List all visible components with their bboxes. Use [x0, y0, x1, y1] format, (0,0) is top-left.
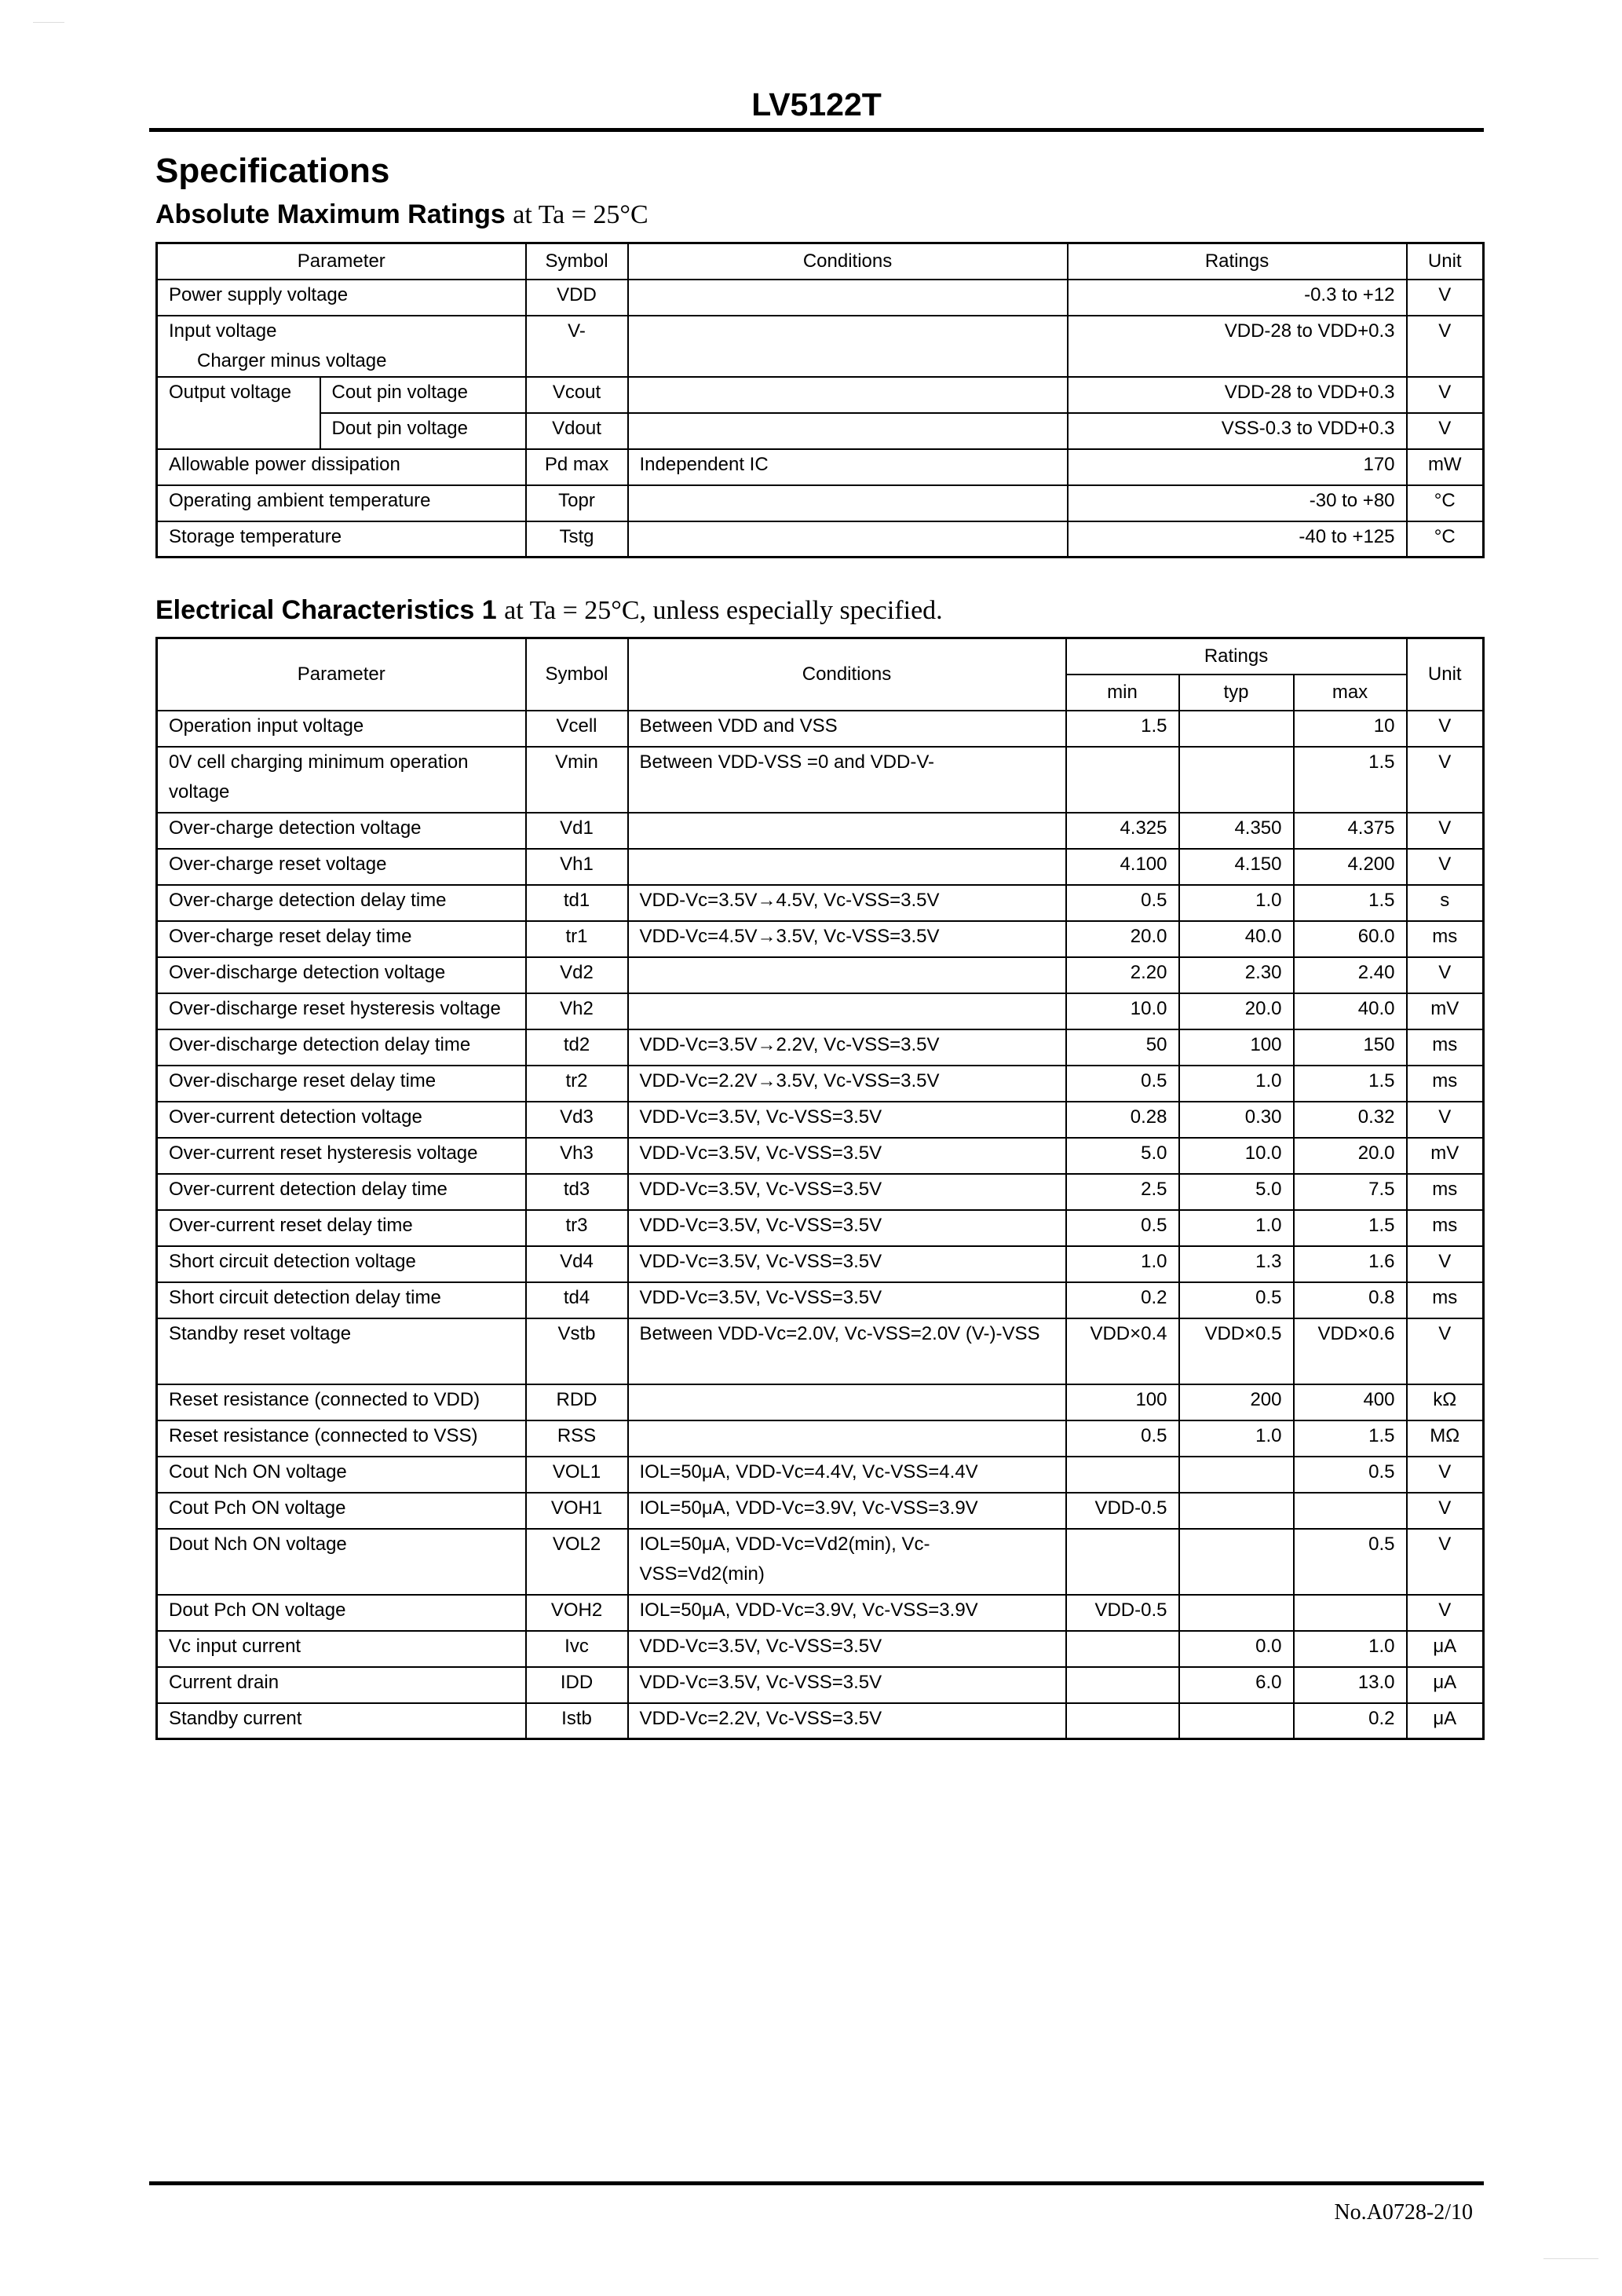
max-cell: 1.6	[1294, 1246, 1407, 1282]
conditions-cell: Between VDD-VSS =0 and VDD-V-	[628, 747, 1066, 813]
parameter-cell: Over-discharge detection voltage	[157, 957, 526, 993]
min-cell: 0.2	[1066, 1282, 1179, 1318]
max-cell: 0.5	[1294, 1529, 1407, 1595]
rating-cell: 170	[1068, 449, 1407, 485]
parameter-cell: Current drain	[157, 1667, 526, 1703]
min-cell	[1066, 747, 1179, 813]
unit-cell: s	[1407, 885, 1484, 921]
unit-cell: °C	[1407, 521, 1484, 558]
unit-cell: μA	[1407, 1667, 1484, 1703]
typ-cell	[1179, 1529, 1294, 1595]
typ-cell: 100	[1179, 1029, 1294, 1066]
symbol-cell: tr2	[526, 1066, 628, 1102]
min-cell: 1.5	[1066, 711, 1179, 747]
table-row	[157, 1667, 1484, 1703]
parameter-cell: Over-discharge detection delay time	[157, 1029, 526, 1066]
min-cell: 4.100	[1066, 849, 1179, 885]
conditions-cell	[628, 849, 1066, 885]
conditions-cell: Between VDD and VSS	[628, 711, 1066, 747]
conditions-cell: IOL=50μA, VDD-Vc=Vd2(min), Vc-VSS=Vd2(min)	[628, 1529, 1066, 1595]
table-row	[157, 1282, 1484, 1318]
param-cell	[157, 316, 526, 377]
table-row	[157, 849, 1484, 885]
parameter-cell: Standby current	[157, 1703, 526, 1739]
table-row	[157, 1529, 1484, 1595]
min-cell: VDD-0.5	[1066, 1595, 1179, 1631]
parameter-cell: Over-charge detection voltage	[157, 813, 526, 849]
symbol-cell: Vmin	[526, 747, 628, 813]
corner-mark	[1543, 2258, 1598, 2259]
symbol-cell: td2	[526, 1029, 628, 1066]
table-header-row	[157, 243, 1484, 280]
table-row	[157, 711, 1484, 747]
table-row	[157, 1174, 1484, 1210]
unit-cell: kΩ	[1407, 1384, 1484, 1420]
symbol-cell: Vd4	[526, 1246, 628, 1282]
corner-mark	[33, 22, 64, 23]
conditions-cell: Independent IC	[628, 449, 1068, 485]
symbol-cell: Vstb	[526, 1318, 628, 1384]
abs-max-table	[155, 242, 1485, 558]
typ-cell: 1.0	[1179, 1210, 1294, 1246]
table-row	[157, 1102, 1484, 1138]
unit-cell: mV	[1407, 993, 1484, 1029]
min-cell: 1.0	[1066, 1246, 1179, 1282]
symbol-cell: V-	[526, 316, 628, 377]
conditions-cell: VDD-Vc=3.5V, Vc-VSS=3.5V	[628, 1138, 1066, 1174]
col-header-parameter: Parameter	[157, 243, 526, 280]
table-row	[157, 1318, 1484, 1384]
col-header-parameter: Parameter	[157, 638, 526, 711]
unit-cell: ms	[1407, 1210, 1484, 1246]
typ-cell: VDD×0.5	[1179, 1318, 1294, 1384]
parameter-cell: Over-current reset hysteresis voltage	[157, 1138, 526, 1174]
typ-cell	[1179, 1493, 1294, 1529]
specifications-heading: Specifications	[155, 152, 390, 190]
col-header-ratings: Ratings	[1068, 243, 1407, 280]
unit-cell: V	[1407, 813, 1484, 849]
typ-cell	[1179, 711, 1294, 747]
conditions-cell: VDD-Vc=3.5V, Vc-VSS=3.5V	[628, 1667, 1066, 1703]
unit-cell: V	[1407, 1457, 1484, 1493]
max-cell: 1.5	[1294, 1420, 1407, 1457]
conditions-cell: VDD-Vc=4.5V→3.5V, Vc-VSS=3.5V	[628, 921, 1066, 957]
col-header-symbol: Symbol	[526, 243, 628, 280]
table-row	[157, 1246, 1484, 1282]
doc-number: No.A0728-2/10	[1334, 2200, 1473, 2225]
conditions-cell: VDD-Vc=2.2V, Vc-VSS=3.5V	[628, 1703, 1066, 1739]
conditions-cell: IOL=50μA, VDD-Vc=3.9V, Vc-VSS=3.9V	[628, 1595, 1066, 1631]
min-cell	[1066, 1667, 1179, 1703]
elec-heading	[155, 594, 943, 627]
max-cell: 0.2	[1294, 1703, 1407, 1739]
typ-cell: 10.0	[1179, 1138, 1294, 1174]
symbol-cell: RDD	[526, 1384, 628, 1420]
symbol-cell: Vh1	[526, 849, 628, 885]
table-row	[157, 413, 1484, 449]
unit-cell: V	[1407, 957, 1484, 993]
table-row	[157, 1420, 1484, 1457]
table-row	[157, 1029, 1484, 1066]
symbol-cell: td1	[526, 885, 628, 921]
footer-rule	[149, 2181, 1484, 2185]
parameter-cell: Reset resistance (connected to VSS)	[157, 1420, 526, 1457]
symbol-cell: VOH2	[526, 1595, 628, 1631]
conditions-cell	[628, 521, 1068, 558]
parameter-cell: Over-discharge reset hysteresis voltage	[157, 993, 526, 1029]
table-row	[157, 377, 1484, 413]
min-cell	[1066, 1631, 1179, 1667]
parameter-cell: Vc input current	[157, 1631, 526, 1667]
table-header-row	[157, 638, 1484, 675]
symbol-cell: td4	[526, 1282, 628, 1318]
rating-cell: VDD-28 to VDD+0.3	[1068, 377, 1407, 413]
unit-cell: V	[1407, 377, 1484, 413]
parameter-cell: Over-current reset delay time	[157, 1210, 526, 1246]
min-cell: 2.20	[1066, 957, 1179, 993]
symbol-cell: tr3	[526, 1210, 628, 1246]
max-cell: 150	[1294, 1029, 1407, 1066]
table-row	[157, 1066, 1484, 1102]
conditions-cell	[628, 377, 1068, 413]
symbol-cell: VOH1	[526, 1493, 628, 1529]
typ-cell: 6.0	[1179, 1667, 1294, 1703]
conditions-cell	[628, 280, 1068, 316]
max-cell: 1.5	[1294, 885, 1407, 921]
table-row	[157, 885, 1484, 921]
unit-cell: V	[1407, 1529, 1484, 1595]
max-cell: 10	[1294, 711, 1407, 747]
typ-cell: 1.3	[1179, 1246, 1294, 1282]
max-cell: 1.5	[1294, 1066, 1407, 1102]
unit-cell: V	[1407, 747, 1484, 813]
parameter-cell: 0V cell charging minimum operation voltage	[157, 747, 526, 813]
conditions-cell: VDD-Vc=2.2V→3.5V, Vc-VSS=3.5V	[628, 1066, 1066, 1102]
unit-cell: μA	[1407, 1631, 1484, 1667]
max-cell: 40.0	[1294, 993, 1407, 1029]
table-row	[157, 1493, 1484, 1529]
conditions-cell	[628, 957, 1066, 993]
table-row	[157, 316, 1484, 377]
conditions-cell	[628, 813, 1066, 849]
symbol-cell: Istb	[526, 1703, 628, 1739]
symbol-cell: Vcell	[526, 711, 628, 747]
typ-cell: 0.0	[1179, 1631, 1294, 1667]
parameter-cell: Short circuit detection voltage	[157, 1246, 526, 1282]
min-cell	[1066, 1703, 1179, 1739]
conditions-cell	[628, 316, 1068, 377]
col-header-ratings: Ratings	[1066, 638, 1407, 675]
conditions-cell: Between VDD-Vc=2.0V, Vc-VSS=2.0V (V-)-VSS	[628, 1318, 1066, 1384]
param-cell: Dout pin voltage	[320, 413, 526, 449]
max-cell: 20.0	[1294, 1138, 1407, 1174]
typ-cell: 200	[1179, 1384, 1294, 1420]
min-cell: 0.5	[1066, 1066, 1179, 1102]
max-cell	[1294, 1595, 1407, 1631]
parameter-cell: Reset resistance (connected to VDD)	[157, 1384, 526, 1420]
col-header-unit: Unit	[1407, 638, 1484, 711]
table-row	[157, 921, 1484, 957]
parameter-cell: Dout Pch ON voltage	[157, 1595, 526, 1631]
unit-cell: °C	[1407, 485, 1484, 521]
typ-cell	[1179, 747, 1294, 813]
typ-cell	[1179, 1595, 1294, 1631]
max-cell	[1294, 1493, 1407, 1529]
symbol-cell: Vd2	[526, 957, 628, 993]
electrical-characteristics-table	[155, 637, 1485, 1740]
min-cell: 4.325	[1066, 813, 1179, 849]
page-title: LV5122T	[751, 86, 882, 122]
param-sublabel: Charger minus voltage	[197, 349, 387, 371]
conditions-cell: VDD-Vc=3.5V, Vc-VSS=3.5V	[628, 1174, 1066, 1210]
conditions-cell	[628, 1384, 1066, 1420]
col-header-typ: typ	[1179, 675, 1294, 711]
min-cell: 20.0	[1066, 921, 1179, 957]
unit-cell: V	[1407, 280, 1484, 316]
param-group-cell: Output voltage	[157, 377, 320, 449]
table-row	[157, 1703, 1484, 1739]
symbol-cell: Vd1	[526, 813, 628, 849]
conditions-cell: VDD-Vc=3.5V→4.5V, Vc-VSS=3.5V	[628, 885, 1066, 921]
unit-cell: V	[1407, 711, 1484, 747]
elec-title: Electrical Characteristics 1	[155, 595, 497, 625]
unit-cell: mW	[1407, 449, 1484, 485]
param-cell: Allowable power dissipation	[157, 449, 526, 485]
unit-cell: V	[1407, 1102, 1484, 1138]
table-row	[157, 1595, 1484, 1631]
max-cell: 2.40	[1294, 957, 1407, 993]
col-header-min: min	[1066, 675, 1179, 711]
rating-cell: VSS-0.3 to VDD+0.3	[1068, 413, 1407, 449]
conditions-cell: VDD-Vc=3.5V, Vc-VSS=3.5V	[628, 1102, 1066, 1138]
conditions-cell: VDD-Vc=3.5V→2.2V, Vc-VSS=3.5V	[628, 1029, 1066, 1066]
symbol-cell: td3	[526, 1174, 628, 1210]
max-cell: 0.8	[1294, 1282, 1407, 1318]
param-label: Input voltage	[169, 320, 277, 342]
conditions-cell: VDD-Vc=3.5V, Vc-VSS=3.5V	[628, 1631, 1066, 1667]
unit-cell: ms	[1407, 1066, 1484, 1102]
table-row	[157, 1384, 1484, 1420]
min-cell: 0.5	[1066, 885, 1179, 921]
rating-cell: -30 to +80	[1068, 485, 1407, 521]
col-header-unit: Unit	[1407, 243, 1484, 280]
symbol-cell: Topr	[526, 485, 628, 521]
table-row	[157, 747, 1484, 813]
parameter-cell: Standby reset voltage	[157, 1318, 526, 1384]
max-cell: VDD×0.6	[1294, 1318, 1407, 1384]
table-row	[157, 280, 1484, 316]
unit-cell: V	[1407, 1246, 1484, 1282]
symbol-cell: Ivc	[526, 1631, 628, 1667]
symbol-cell: Vdout	[526, 413, 628, 449]
param-cell: Storage temperature	[157, 521, 526, 558]
parameter-cell: Over-discharge reset delay time	[157, 1066, 526, 1102]
symbol-cell: RSS	[526, 1420, 628, 1457]
table-row	[157, 1138, 1484, 1174]
typ-cell: 4.350	[1179, 813, 1294, 849]
unit-cell: V	[1407, 1318, 1484, 1384]
parameter-cell: Dout Nch ON voltage	[157, 1529, 526, 1595]
min-cell: 2.5	[1066, 1174, 1179, 1210]
max-cell: 60.0	[1294, 921, 1407, 957]
symbol-cell: IDD	[526, 1667, 628, 1703]
col-header-max: max	[1294, 675, 1407, 711]
max-cell: 0.32	[1294, 1102, 1407, 1138]
conditions-cell	[628, 993, 1066, 1029]
param-cell: Power supply voltage	[157, 280, 526, 316]
elec-suffix: at Ta = 25°C, unless especially specified.	[504, 596, 943, 625]
table-row	[157, 1631, 1484, 1667]
conditions-cell: IOL=50μA, VDD-Vc=3.9V, Vc-VSS=3.9V	[628, 1493, 1066, 1529]
parameter-cell: Operation input voltage	[157, 711, 526, 747]
unit-cell: ms	[1407, 921, 1484, 957]
typ-cell: 4.150	[1179, 849, 1294, 885]
max-cell: 4.200	[1294, 849, 1407, 885]
max-cell: 13.0	[1294, 1667, 1407, 1703]
min-cell: 100	[1066, 1384, 1179, 1420]
min-cell: VDD-0.5	[1066, 1493, 1179, 1529]
parameter-cell: Over-current detection delay time	[157, 1174, 526, 1210]
parameter-cell: Over-current detection voltage	[157, 1102, 526, 1138]
param-cell: Operating ambient temperature	[157, 485, 526, 521]
typ-cell	[1179, 1703, 1294, 1739]
typ-cell: 20.0	[1179, 993, 1294, 1029]
min-cell: 0.5	[1066, 1210, 1179, 1246]
unit-cell: ms	[1407, 1029, 1484, 1066]
parameter-cell: Over-charge reset delay time	[157, 921, 526, 957]
min-cell: 50	[1066, 1029, 1179, 1066]
min-cell: 5.0	[1066, 1138, 1179, 1174]
parameter-cell: Over-charge detection delay time	[157, 885, 526, 921]
typ-cell: 2.30	[1179, 957, 1294, 993]
rating-cell: -40 to +125	[1068, 521, 1407, 558]
table-row	[157, 957, 1484, 993]
min-cell	[1066, 1529, 1179, 1595]
col-header-conditions: Conditions	[628, 638, 1066, 711]
max-cell: 7.5	[1294, 1174, 1407, 1210]
rating-cell: -0.3 to +12	[1068, 280, 1407, 316]
symbol-cell: VOL1	[526, 1457, 628, 1493]
symbol-cell: VDD	[526, 280, 628, 316]
conditions-cell	[628, 413, 1068, 449]
min-cell	[1066, 1457, 1179, 1493]
unit-cell: ms	[1407, 1282, 1484, 1318]
unit-cell: V	[1407, 1493, 1484, 1529]
typ-cell: 5.0	[1179, 1174, 1294, 1210]
table-row	[157, 813, 1484, 849]
conditions-cell: IOL=50μA, VDD-Vc=4.4V, Vc-VSS=4.4V	[628, 1457, 1066, 1493]
table-row	[157, 449, 1484, 485]
symbol-cell: Pd max	[526, 449, 628, 485]
max-cell: 0.5	[1294, 1457, 1407, 1493]
symbol-cell: Vd3	[526, 1102, 628, 1138]
typ-cell: 1.0	[1179, 1066, 1294, 1102]
abs-max-heading	[155, 198, 648, 232]
symbol-cell: Tstg	[526, 521, 628, 558]
abs-max-title: Absolute Maximum Ratings	[155, 199, 506, 229]
table-row	[157, 485, 1484, 521]
min-cell: 0.5	[1066, 1420, 1179, 1457]
parameter-cell: Cout Nch ON voltage	[157, 1457, 526, 1493]
typ-cell: 1.0	[1179, 1420, 1294, 1457]
typ-cell: 1.0	[1179, 885, 1294, 921]
conditions-cell: VDD-Vc=3.5V, Vc-VSS=3.5V	[628, 1210, 1066, 1246]
min-cell: 0.28	[1066, 1102, 1179, 1138]
max-cell: 1.5	[1294, 1210, 1407, 1246]
table-row	[157, 1457, 1484, 1493]
symbol-cell: VOL2	[526, 1529, 628, 1595]
conditions-cell	[628, 1420, 1066, 1457]
unit-cell: V	[1407, 1595, 1484, 1631]
conditions-cell: VDD-Vc=3.5V, Vc-VSS=3.5V	[628, 1246, 1066, 1282]
max-cell: 1.5	[1294, 747, 1407, 813]
unit-cell: MΩ	[1407, 1420, 1484, 1457]
unit-cell: V	[1407, 316, 1484, 377]
param-cell: Cout pin voltage	[320, 377, 526, 413]
conditions-cell: VDD-Vc=3.5V, Vc-VSS=3.5V	[628, 1282, 1066, 1318]
typ-cell: 0.5	[1179, 1282, 1294, 1318]
header-rule	[149, 128, 1484, 132]
typ-cell: 40.0	[1179, 921, 1294, 957]
symbol-cell: Vcout	[526, 377, 628, 413]
min-cell: VDD×0.4	[1066, 1318, 1179, 1384]
unit-cell: μA	[1407, 1703, 1484, 1739]
unit-cell: V	[1407, 849, 1484, 885]
col-header-conditions: Conditions	[628, 243, 1068, 280]
min-cell: 10.0	[1066, 993, 1179, 1029]
table-row	[157, 993, 1484, 1029]
conditions-cell	[628, 485, 1068, 521]
max-cell: 4.375	[1294, 813, 1407, 849]
parameter-cell: Short circuit detection delay time	[157, 1282, 526, 1318]
parameter-cell: Cout Pch ON voltage	[157, 1493, 526, 1529]
typ-cell	[1179, 1457, 1294, 1493]
typ-cell: 0.30	[1179, 1102, 1294, 1138]
max-cell: 1.0	[1294, 1631, 1407, 1667]
abs-max-suffix: at Ta = 25°C	[513, 200, 648, 229]
col-header-symbol: Symbol	[526, 638, 628, 711]
symbol-cell: tr1	[526, 921, 628, 957]
parameter-cell: Over-charge reset voltage	[157, 849, 526, 885]
symbol-cell: Vh2	[526, 993, 628, 1029]
table-row	[157, 521, 1484, 558]
unit-cell: ms	[1407, 1174, 1484, 1210]
symbol-cell: Vh3	[526, 1138, 628, 1174]
max-cell: 400	[1294, 1384, 1407, 1420]
unit-cell: mV	[1407, 1138, 1484, 1174]
unit-cell: V	[1407, 413, 1484, 449]
rating-cell: VDD-28 to VDD+0.3	[1068, 316, 1407, 377]
table-row	[157, 1210, 1484, 1246]
